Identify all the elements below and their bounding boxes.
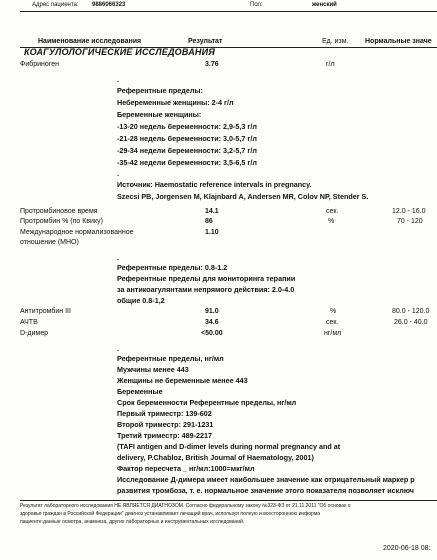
note-line: Исследование Д-димера имеет наибольшее значение как отрицательный маркер р [117,475,415,484]
column-normal-header: Нормальные значе [365,38,432,45]
note-line: за антикоагулянтами непрямого действия: 2.0-4.0 [117,285,295,294]
note-line: Срок беременности Референтные пределы, нг/мл [117,398,297,407]
test-result: 91.0 [205,308,219,315]
test-normal: 12.0 - 16.0 [392,208,426,215]
note-line: . [117,344,119,353]
note-line: развития тромбоза, т. е. нормальное значение этого показателя позволяет исключ [117,486,414,495]
test-name: Протромбиновое время [20,208,98,215]
section-title: КОАГУЛОЛОГИЧЕСКИЕ ИССЛЕДОВАНИЯ [24,47,216,57]
test-name: АЧТВ [20,319,38,326]
test-result: <50.00 [201,330,223,337]
test-unit: сек. [326,319,339,326]
disclaimer-line: здоровья граждан в Российской Федерации" диагноз устанавливает лечащий врач, используя полную и всестороннюю информа [20,511,321,517]
test-normal: 80.0 - 120.0 [392,308,430,315]
note-line: delivery, P.Chabloz, British Journal of Haematology, 2001) [117,453,314,462]
test-result: 3.76 [205,61,219,68]
note-line: . [117,75,119,84]
test-unit: нг/мл [324,330,342,337]
note-line: общие 0.8-1,2 [117,296,165,305]
note-line: Мужчины менее 443 [117,365,189,374]
test-result: 86 [205,218,213,225]
note-line: Беременные [117,387,163,396]
patient-address-label: Адрес пациента: [32,2,79,8]
header-divider [20,11,437,12]
column-units-header: Ед. изм. [322,38,349,45]
test-result: 14.1 [205,208,219,215]
print-timestamp: 2020-06-18 08: [383,545,431,552]
test-unit: сек. [326,208,339,215]
test-name-continued: отношение (МНО) [20,239,79,246]
note-line: Первый триместр: 139-602 [117,409,212,418]
note-line: . [117,169,119,178]
test-name: Антитромбин III [20,308,71,315]
note-line: Беременные женщины: [117,110,202,119]
disclaimer-line: пациенте:данные осмотра, анамнеза, других лабораторных и инструментальных исследований. [20,519,245,525]
note-line: Фактор пересчета _ нг/мл:1000=мкг/мл [117,464,255,473]
test-name: D-димер [20,330,48,337]
test-name: Протромбин % (по Квику) [20,218,103,225]
note-line: Szecsi PB, Jorgensen M, Klajnbard A, Andersen MR, Colov NP, Stender S. [117,192,369,201]
column-name-header: Наименование исследования [38,38,142,45]
test-normal: 26.0 - 40.0 [394,319,428,326]
column-result-header: Результат [188,38,223,45]
test-normal: 70 - 120 [397,218,423,225]
disclaimer-line: Результат лабораторного исследования НЕ ЯВЛЯЕТСЯ ДИАГНОЗОМ. Согласно федеральному закону №323-ФЗ от 21.11.2011 "Об основах о [20,503,351,509]
test-result: 1.10 [205,229,219,236]
patient-sex-value: женский [312,2,337,8]
patient-sex-label: Пол: [250,2,263,8]
footer-divider [20,500,437,501]
note-line: Референтные пределы, нг/мл [117,354,224,363]
note-line: Небеременные женщины: 2-4 г/л [117,98,234,107]
note-line: -13-20 недель беременности: 2,9-5,3 г/л [117,122,257,131]
test-name: Фибриноген [20,61,59,68]
note-line: Референтные пределы для мониторинга терапии [117,274,296,283]
note-line: -29-34 недели беременности: 3,2-5,7 г/л [117,146,257,155]
test-result: 34.6 [205,319,219,326]
note-line: (TAFI antigen and D-dimer levels during normal pregnancy and at [117,442,341,451]
note-line: -35-42 недели беременности: 3,5-6,5 г/л [117,158,257,167]
note-line: -21-28 недель беременности: 3,0-5,7 г/л [117,134,257,143]
note-line: Женщины не беременные менее 443 [117,376,248,385]
note-line: Референтные пределы: 0.8-1.2 [117,263,228,272]
note-line: Источник: Haemostatic reference intervals in pregnancy. [117,180,312,189]
note-line: Второй триместр: 291-1231 [117,420,214,429]
test-unit: % [328,218,335,225]
note-line: Референтные пределы: [117,86,203,95]
test-unit: г/л [326,61,335,68]
note-line: . [117,253,119,262]
test-unit: % [330,308,337,315]
test-name: Международное нормализованное [20,229,134,236]
note-line: Третий триместр: 489-2217 [117,431,212,440]
patient-address-value: 9886066323 [92,2,126,8]
